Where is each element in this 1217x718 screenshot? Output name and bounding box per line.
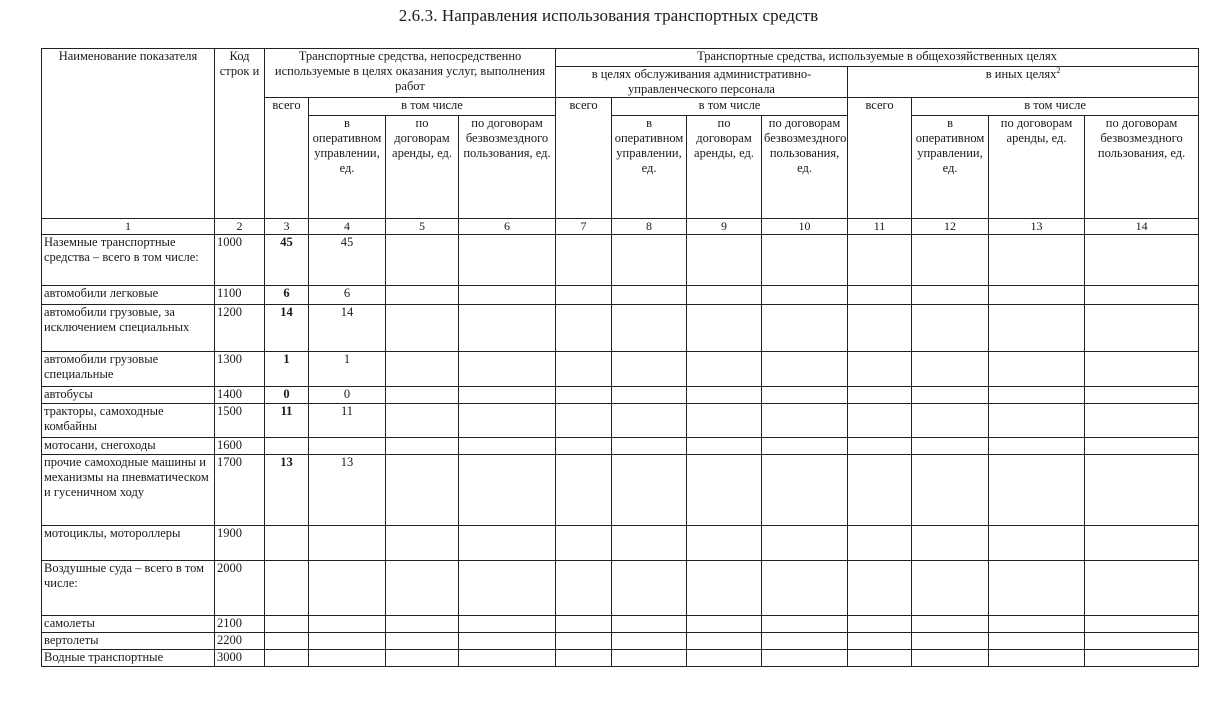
- table-body: [42, 235, 1199, 667]
- empty-cell: [556, 616, 612, 633]
- empty-cell: [912, 305, 989, 352]
- column-number: 12: [912, 219, 989, 235]
- empty-cell: [912, 455, 989, 526]
- empty-cell: [762, 235, 848, 286]
- empty-cell: [386, 387, 459, 404]
- row-label: автомобили грузовые специальные: [42, 352, 215, 387]
- empty-cell: [912, 650, 989, 667]
- header-other-total: всего: [848, 98, 912, 219]
- header-direct-including: в том числе: [309, 98, 556, 116]
- row-code: 1200: [215, 305, 265, 352]
- row-operational: [309, 633, 386, 650]
- empty-cell: [762, 650, 848, 667]
- empty-cell: [848, 455, 912, 526]
- column-number: 8: [612, 219, 687, 235]
- empty-cell: [762, 455, 848, 526]
- empty-cell: [556, 438, 612, 455]
- empty-cell: [848, 616, 912, 633]
- empty-cell: [556, 286, 612, 305]
- empty-cell: [612, 633, 687, 650]
- table-row: [42, 455, 1199, 526]
- column-number: 3: [265, 219, 309, 235]
- empty-cell: [848, 561, 912, 616]
- row-operational: 11: [309, 404, 386, 438]
- row-total: [265, 438, 309, 455]
- empty-cell: [386, 352, 459, 387]
- empty-cell: [848, 387, 912, 404]
- empty-cell: [912, 404, 989, 438]
- empty-cell: [989, 404, 1085, 438]
- empty-cell: [612, 438, 687, 455]
- empty-cell: [762, 561, 848, 616]
- empty-cell: [612, 455, 687, 526]
- empty-cell: [386, 404, 459, 438]
- empty-cell: [1085, 650, 1199, 667]
- row-label: вертолеты: [42, 633, 215, 650]
- empty-cell: [1085, 235, 1199, 286]
- empty-cell: [848, 305, 912, 352]
- empty-cell: [989, 286, 1085, 305]
- empty-cell: [848, 526, 912, 561]
- row-code: 1400: [215, 387, 265, 404]
- empty-cell: [1085, 404, 1199, 438]
- empty-cell: [556, 305, 612, 352]
- empty-cell: [687, 235, 762, 286]
- empty-cell: [612, 235, 687, 286]
- row-label: Воздушные суда – всего в том числе:: [42, 561, 215, 616]
- empty-cell: [762, 352, 848, 387]
- row-total: 11: [265, 404, 309, 438]
- empty-cell: [762, 526, 848, 561]
- row-code: 1600: [215, 438, 265, 455]
- column-number: 13: [989, 219, 1085, 235]
- empty-cell: [386, 455, 459, 526]
- row-total: 1: [265, 352, 309, 387]
- empty-cell: [459, 235, 556, 286]
- empty-cell: [762, 616, 848, 633]
- empty-cell: [556, 455, 612, 526]
- row-label: Водные транспортные: [42, 650, 215, 667]
- empty-cell: [912, 526, 989, 561]
- empty-cell: [687, 305, 762, 352]
- header-other-lease: по договорам аренды, ед.: [989, 116, 1085, 219]
- empty-cell: [459, 526, 556, 561]
- empty-cell: [989, 438, 1085, 455]
- empty-cell: [1085, 526, 1199, 561]
- empty-cell: [1085, 438, 1199, 455]
- empty-cell: [1085, 633, 1199, 650]
- empty-cell: [848, 235, 912, 286]
- table-header: [42, 49, 1199, 235]
- row-total: 14: [265, 305, 309, 352]
- empty-cell: [459, 616, 556, 633]
- empty-cell: [912, 352, 989, 387]
- empty-cell: [386, 286, 459, 305]
- empty-cell: [386, 561, 459, 616]
- table-row: [42, 305, 1199, 352]
- table-row: [42, 616, 1199, 633]
- row-code: 2200: [215, 633, 265, 650]
- empty-cell: [459, 387, 556, 404]
- table-row: [42, 526, 1199, 561]
- empty-cell: [556, 561, 612, 616]
- empty-cell: [912, 286, 989, 305]
- empty-cell: [1085, 305, 1199, 352]
- empty-cell: [459, 352, 556, 387]
- row-label: мотоциклы, мотороллеры: [42, 526, 215, 561]
- table-row: [42, 650, 1199, 667]
- row-label: автомобили грузовые, за исключением специальных: [42, 305, 215, 352]
- header-other-free-use: по договорам безвозмездного пользования, ед.: [1085, 116, 1199, 219]
- empty-cell: [762, 404, 848, 438]
- empty-cell: [762, 387, 848, 404]
- table-row: [42, 438, 1199, 455]
- row-label: автобусы: [42, 387, 215, 404]
- empty-cell: [459, 305, 556, 352]
- column-number: 1: [42, 219, 215, 235]
- transport-usage-table: [41, 48, 1199, 667]
- row-code: 1500: [215, 404, 265, 438]
- empty-cell: [687, 352, 762, 387]
- row-operational: [309, 561, 386, 616]
- header-admin-free-use: по договорам безвозмездного пользования, ед.: [762, 116, 848, 219]
- table-row: [42, 235, 1199, 286]
- row-operational: 14: [309, 305, 386, 352]
- header-other-group-label: в иных целях: [985, 67, 1057, 81]
- empty-cell: [912, 235, 989, 286]
- empty-cell: [386, 305, 459, 352]
- empty-cell: [687, 616, 762, 633]
- empty-cell: [912, 633, 989, 650]
- row-total: [265, 526, 309, 561]
- table-row: [42, 352, 1199, 387]
- empty-cell: [556, 404, 612, 438]
- row-label: прочие самоходные машины и механизмы на пневматическом и гусеничном ходу: [42, 455, 215, 526]
- row-label: мотосани, снегоходы: [42, 438, 215, 455]
- header-admin-including: в том числе: [612, 98, 848, 116]
- table-row: [42, 561, 1199, 616]
- empty-cell: [687, 286, 762, 305]
- empty-cell: [612, 650, 687, 667]
- row-total: 6: [265, 286, 309, 305]
- row-operational: [309, 650, 386, 667]
- empty-cell: [762, 438, 848, 455]
- empty-cell: [989, 235, 1085, 286]
- column-number: 11: [848, 219, 912, 235]
- row-operational: 13: [309, 455, 386, 526]
- empty-cell: [459, 633, 556, 650]
- header-general-use-group: Транспортные средства, используемые в общехозяйственных целях: [556, 49, 1199, 67]
- empty-cell: [687, 561, 762, 616]
- row-total: 45: [265, 235, 309, 286]
- empty-cell: [612, 561, 687, 616]
- empty-cell: [687, 387, 762, 404]
- row-code: 1700: [215, 455, 265, 526]
- row-operational: 1: [309, 352, 386, 387]
- empty-cell: [1085, 561, 1199, 616]
- empty-cell: [612, 286, 687, 305]
- row-label: автомобили легковые: [42, 286, 215, 305]
- column-number: 10: [762, 219, 848, 235]
- empty-cell: [386, 616, 459, 633]
- header-admin-operational: в оперативном управлении, ед.: [612, 116, 687, 219]
- empty-cell: [556, 650, 612, 667]
- empty-cell: [459, 455, 556, 526]
- header-name-column: Наименование показателя: [42, 49, 215, 219]
- column-number: 5: [386, 219, 459, 235]
- empty-cell: [989, 526, 1085, 561]
- empty-cell: [1085, 455, 1199, 526]
- table-row: [42, 633, 1199, 650]
- empty-cell: [687, 650, 762, 667]
- empty-cell: [1085, 616, 1199, 633]
- row-operational: 6: [309, 286, 386, 305]
- row-operational: [309, 526, 386, 561]
- empty-cell: [612, 387, 687, 404]
- empty-cell: [459, 404, 556, 438]
- row-total: [265, 633, 309, 650]
- row-code: 3000: [215, 650, 265, 667]
- empty-cell: [989, 387, 1085, 404]
- header-other-operational: в оперативном управлении, ед.: [912, 116, 989, 219]
- empty-cell: [848, 404, 912, 438]
- empty-cell: [989, 561, 1085, 616]
- column-number: 4: [309, 219, 386, 235]
- empty-cell: [989, 616, 1085, 633]
- empty-cell: [989, 650, 1085, 667]
- empty-cell: [762, 633, 848, 650]
- row-operational: [309, 438, 386, 455]
- empty-cell: [556, 633, 612, 650]
- row-total: [265, 650, 309, 667]
- header-direct-total: всего: [265, 98, 309, 219]
- header-admin-total: всего: [556, 98, 612, 219]
- row-label: самолеты: [42, 616, 215, 633]
- empty-cell: [1085, 286, 1199, 305]
- empty-cell: [989, 455, 1085, 526]
- empty-cell: [848, 650, 912, 667]
- empty-cell: [687, 455, 762, 526]
- page-title: 2.6.3. Направления использования транспортных средств: [398, 6, 819, 25]
- empty-cell: [386, 650, 459, 667]
- row-code: 2000: [215, 561, 265, 616]
- empty-cell: [848, 633, 912, 650]
- row-total: 13: [265, 455, 309, 526]
- empty-cell: [459, 286, 556, 305]
- empty-cell: [687, 404, 762, 438]
- empty-cell: [612, 305, 687, 352]
- row-operational: 45: [309, 235, 386, 286]
- empty-cell: [989, 352, 1085, 387]
- row-label: Наземные транспортные средства – всего в том числе:: [42, 235, 215, 286]
- empty-cell: [762, 305, 848, 352]
- empty-cell: [687, 438, 762, 455]
- empty-cell: [386, 235, 459, 286]
- empty-cell: [848, 286, 912, 305]
- table-row: [42, 404, 1199, 438]
- header-admin-lease: по договорам аренды, ед.: [687, 116, 762, 219]
- row-operational: 0: [309, 387, 386, 404]
- header-other-group: [848, 67, 1199, 98]
- footnote-marker: 2: [1056, 66, 1061, 75]
- column-number: 7: [556, 219, 612, 235]
- table-row: [42, 387, 1199, 404]
- row-total: [265, 616, 309, 633]
- row-code: 1000: [215, 235, 265, 286]
- empty-cell: [912, 438, 989, 455]
- column-number: 9: [687, 219, 762, 235]
- header-other-including: в том числе: [912, 98, 1199, 116]
- header-direct-free-use: по договорам безвозмездного пользования, ед.: [459, 116, 556, 219]
- empty-cell: [848, 438, 912, 455]
- header-direct-operational: в оперативном управлении, ед.: [309, 116, 386, 219]
- empty-cell: [386, 633, 459, 650]
- empty-cell: [989, 633, 1085, 650]
- empty-cell: [612, 352, 687, 387]
- empty-cell: [612, 404, 687, 438]
- row-total: [265, 561, 309, 616]
- row-code: 2100: [215, 616, 265, 633]
- empty-cell: [386, 438, 459, 455]
- empty-cell: [386, 526, 459, 561]
- row-operational: [309, 616, 386, 633]
- empty-cell: [556, 235, 612, 286]
- header-code-column: Код строк и: [215, 49, 265, 219]
- row-code: 1900: [215, 526, 265, 561]
- empty-cell: [612, 616, 687, 633]
- row-code: 1100: [215, 286, 265, 305]
- empty-cell: [556, 387, 612, 404]
- empty-cell: [459, 650, 556, 667]
- empty-cell: [687, 633, 762, 650]
- empty-cell: [556, 352, 612, 387]
- column-number: 6: [459, 219, 556, 235]
- empty-cell: [989, 305, 1085, 352]
- empty-cell: [612, 526, 687, 561]
- empty-cell: [459, 561, 556, 616]
- empty-cell: [1085, 352, 1199, 387]
- empty-cell: [762, 286, 848, 305]
- row-total: 0: [265, 387, 309, 404]
- empty-cell: [556, 526, 612, 561]
- table-row: [42, 286, 1199, 305]
- row-label: тракторы, самоходные комбайны: [42, 404, 215, 438]
- empty-cell: [1085, 387, 1199, 404]
- empty-cell: [912, 387, 989, 404]
- column-numbers-row: [42, 219, 1199, 235]
- empty-cell: [459, 438, 556, 455]
- empty-cell: [912, 616, 989, 633]
- column-number: 14: [1085, 219, 1199, 235]
- row-code: 1300: [215, 352, 265, 387]
- column-number: 2: [215, 219, 265, 235]
- empty-cell: [848, 352, 912, 387]
- header-admin-group: в целях обслуживания административно-управленческого персонала: [556, 67, 848, 98]
- empty-cell: [687, 526, 762, 561]
- header-direct-lease: по договорам аренды, ед.: [386, 116, 459, 219]
- header-direct-use-group: Транспортные средства, непосредственно используемые в целях оказания услуг, выполнения работ: [265, 49, 556, 98]
- empty-cell: [912, 561, 989, 616]
